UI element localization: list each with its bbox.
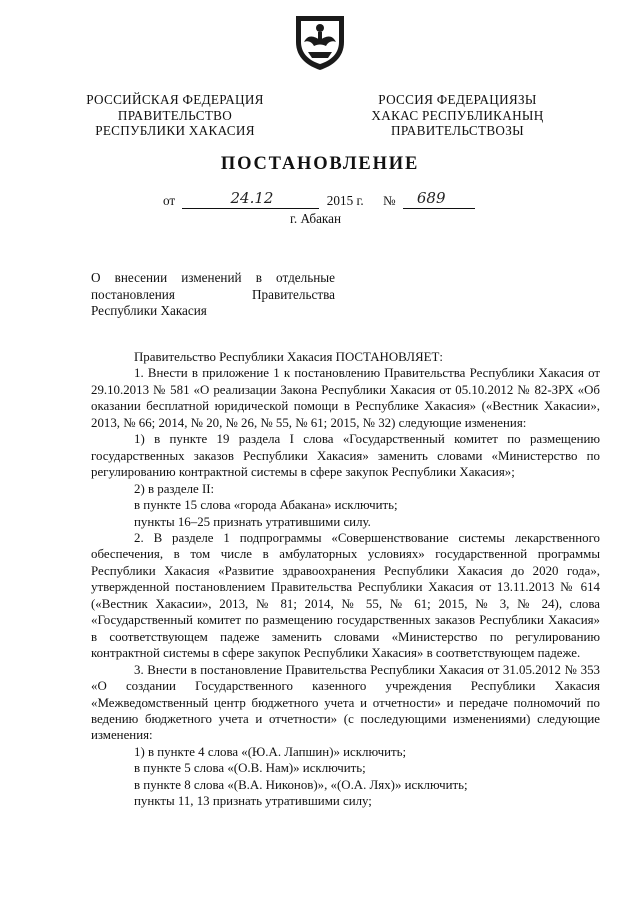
body-paragraph: 3. Внести в постановление Правительства Республики Хакасия от 31.05.2012 № 353 «О создании Государственного казенного учреждения Республики Хакасия «Межведомственный центр бюджетного учета и отчетности» и передаче полномочий по ведению бюджетного учета и отчетности» (с последующими изменениями) следующие изменения:: [91, 662, 600, 743]
header-right-line: ПРАВИТЕЛЬСТВОЗЫ: [391, 123, 524, 138]
number-label: №: [382, 193, 396, 208]
subject-block: [91, 270, 335, 320]
document-title: ПОСТАНОВЛЕНИЕ: [220, 154, 420, 174]
date-number-line: [163, 189, 475, 209]
subject-line: Республики Хакасия: [91, 303, 207, 319]
body-paragraph: Правительство Республики Хакасия ПОСТАНОВЛЯЕТ:: [134, 350, 443, 364]
header-left-line: РЕСПУБЛИКИ ХАКАСИЯ: [95, 123, 255, 138]
body-paragraph: 1) в пункте 19 раздела I слова «Государственный комитет по размещению государственных заказов Республики Хакасия» заменить словами «Министерство по регулированию контрактной системы в сфере закупок Республики Хакасия»;: [91, 432, 600, 480]
number-blank-line: [403, 189, 475, 209]
body-paragraph: 2) в разделе II:: [134, 481, 215, 496]
header-right-line: РОССИЯ ФЕДЕРАЦИЯЗЫ: [378, 92, 537, 107]
header-right-khakas: [365, 92, 550, 139]
city-label: г. Абакан: [290, 211, 342, 226]
body-paragraph: пункты 11, 13 признать утратившими силу;: [134, 794, 372, 809]
handwritten-date: 24.12: [230, 189, 274, 207]
header-left-line: РОССИЙСКАЯ ФЕДЕРАЦИЯ: [86, 92, 264, 107]
body-paragraph: в пункте 5 слова «(О.В. Нам)» исключить;: [134, 761, 366, 776]
body-paragraph: 1. Внести в приложение 1 к постановлению Правительства Республики Хакасия от 29.10.2013 № 581 «О реализации Закона Республики Хакасия от 05.10.2012 № 82-ЗРХ «Об оказании бесплатной юридической помощи в Республике Хакасия» («Вестник Хакасии», 2013, № 66; 2014, № 20, № 26, № 55, № 61; 2015, № 32) следующие изменения:: [91, 366, 600, 430]
body-paragraph: 2. В разделе 1 подпрограммы «Совершенствование системы лекарственного обеспечения, в том числе в амбулаторных условиях» государственной программы Республики Хакасия «Развитие здравоохранения Республики Хакасия до 2020 года», утвержденной постановлением Правительства Республики Хакасия от 13.11.2013 № 614 («Вестник Хакасии», 2013, № 81; 2014, № 55, № 61; 2015, № 3, № 24), слова «Государственный комитет по размещению государственных заказов Республики Хакасия» в соответствующем падеже заменить словами «Министерство по регулированию контрактной системы в сфере закупок Республики Хакасия» в соответствующем падеже.: [91, 530, 600, 661]
handwritten-number: 689: [416, 189, 446, 207]
body-paragraph: 1) в пункте 4 слова «(Ю.А. Лапшин)» исключить;: [134, 744, 407, 759]
header-right-line: ХАКАС РЕСПУБЛИКАНЫҢ: [371, 107, 544, 123]
body-paragraph: в пункте 15 слова «города Абакана» исключить;: [134, 498, 398, 513]
from-label: от: [163, 193, 176, 208]
header-left-russian: [80, 92, 270, 139]
subject-line: постановления Правительства: [91, 286, 335, 302]
document-body: [91, 349, 600, 810]
year-label: 2015 г.: [326, 193, 364, 208]
body-paragraph: пункты 16–25 признать утратившими силу.: [134, 514, 371, 529]
header-left-line: ПРАВИТЕЛЬСТВО: [117, 107, 233, 123]
date-blank-line: [182, 189, 319, 209]
body-paragraph: в пункте 8 слова «(В.А. Никонов)», «(О.А. Лях)» исключить;: [134, 777, 468, 792]
subject-line: О внесении изменений в отдельные: [91, 270, 335, 285]
coat-of-arms-emblem: [292, 12, 348, 72]
